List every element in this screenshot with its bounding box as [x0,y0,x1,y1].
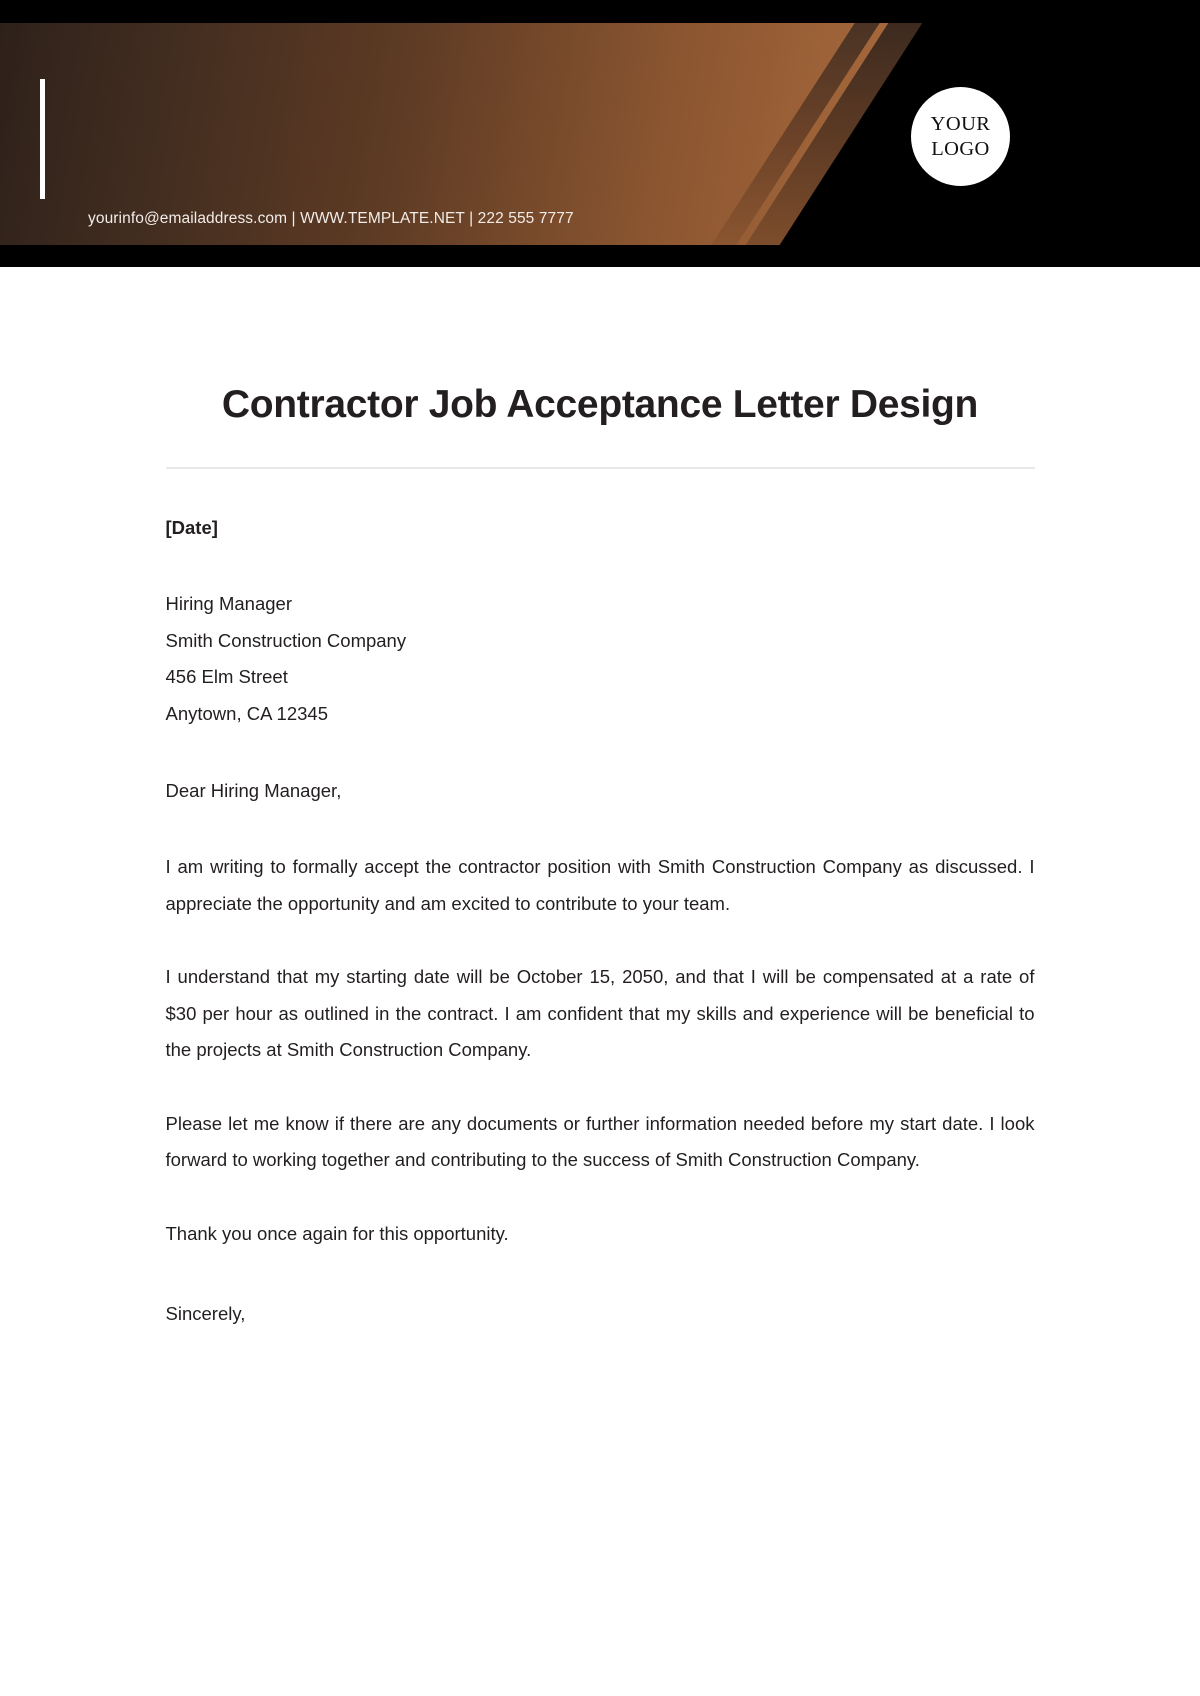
letter-paragraph: I am writing to formally accept the contractor position with Smith Construction Company as discussed. I appreciate the opportunity and am excited to contribute to your team. [165,856,1035,914]
header-accent-bar-icon [40,79,45,199]
letter-paragraph: I understand that my starting date will be October 15, 2050, and that I will be compensated at a rate of $30 per hour as outlined in the contract. I am confident that my skills and experience will be beneficial to the projects at Smith Construction Company. [165,966,1035,1060]
letterhead-header [0,0,1200,267]
document-body [0,267,1200,1370]
letter-paragraph: Please let me know if there are any documents or further information needed before my start date. I look forward to working together and contributing to the success of Smith Construction Company. [165,1112,1035,1170]
closing-line: Sincerely, [165,1303,246,1324]
recipient-line: 456 Elm Street [165,666,288,687]
recipient-line: Smith Construction Company [165,629,407,651]
page-title: Contractor Job Acceptance Letter Design [221,383,979,426]
contact-info-line: yourinfo@emailaddress.com | WWW.TEMPLATE.NET | 222 555 7777 [88,210,574,227]
letter-content [166,469,1035,1333]
salutation: Dear Hiring Manager, [165,780,342,801]
logo-text-line-2: LOGO [931,137,990,160]
recipient-line: Anytown, CA 12345 [165,702,328,724]
date-field: [Date] [165,517,218,538]
recipient-line: Hiring Manager [165,593,292,614]
thank-you-line: Thank you once again for this opportunity. [165,1222,509,1244]
logo-placeholder [911,87,1010,186]
logo-text-line-1: YOUR [930,113,991,136]
recipient-address-block [166,586,1035,732]
